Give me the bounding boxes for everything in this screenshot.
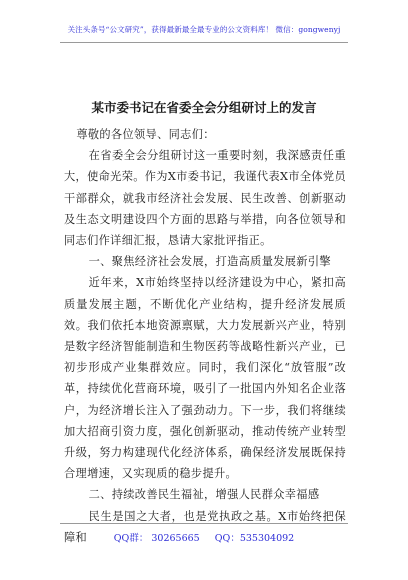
- header-promo-note: 关注头条号“公文研究”，获得最新最全最专业的公文资料库！ 微信：gongwenyj: [67, 25, 341, 34]
- footer-divider: [60, 523, 348, 524]
- section-heading-1: 一、聚焦经济社会发展，打造高质量发展新引擎: [88, 255, 331, 269]
- paragraph-intro: 在省委全会分组研讨这一重要时刻，我深感责任重大，使命光荣。作为X市委书记，我谨代表X市全体党员干部群众，就我市经济社会发展、民生改善、创新驱动及生态文明建设四个方面的思路与举措，向各位领导和同志们作详细汇报，恳请大家批评指正。: [64, 149, 346, 248]
- footer-contact: [0, 530, 408, 544]
- paragraph-livelihood: 民生是国之大者，也是党执政之基。X市始终把保障和: [64, 509, 346, 544]
- paragraph-economy: 近年来，X市始终坚持以经济建设为中心，紧扣高质量发展主题，不断优化产业结构，提升经济发展质效。我们依托本地资源禀赋，大力发展新兴产业，特别是数字经济智能制造和生物医药等战略性新兴产业，已初步形成产业集群效应。同时，我们深化“放管服”改革，持续优化营商环境，吸引了一批国内外知名企业落户，为经济增长注入了强劲动力。下一步，我们将继续加大招商引资力度，强化创新驱动，推动传统产业转型升级，努力构建现代化经济体系，确保经济发展既保持合理增速，又实现质的稳步提升。: [64, 276, 346, 481]
- header-divider: [60, 42, 348, 43]
- qq-group-number: QQ群： 30265665: [113, 533, 200, 544]
- section-heading-2: 二、持续改善民生福祉，增强人民群众幸福感: [88, 488, 320, 502]
- document-title: 某市委书记在省委全会分组研讨上的发言: [91, 100, 317, 115]
- document-body: [64, 120, 346, 548]
- qq-number: QQ：535304092: [214, 533, 295, 544]
- greeting: 尊敬的各位领导、同志们：: [76, 128, 215, 141]
